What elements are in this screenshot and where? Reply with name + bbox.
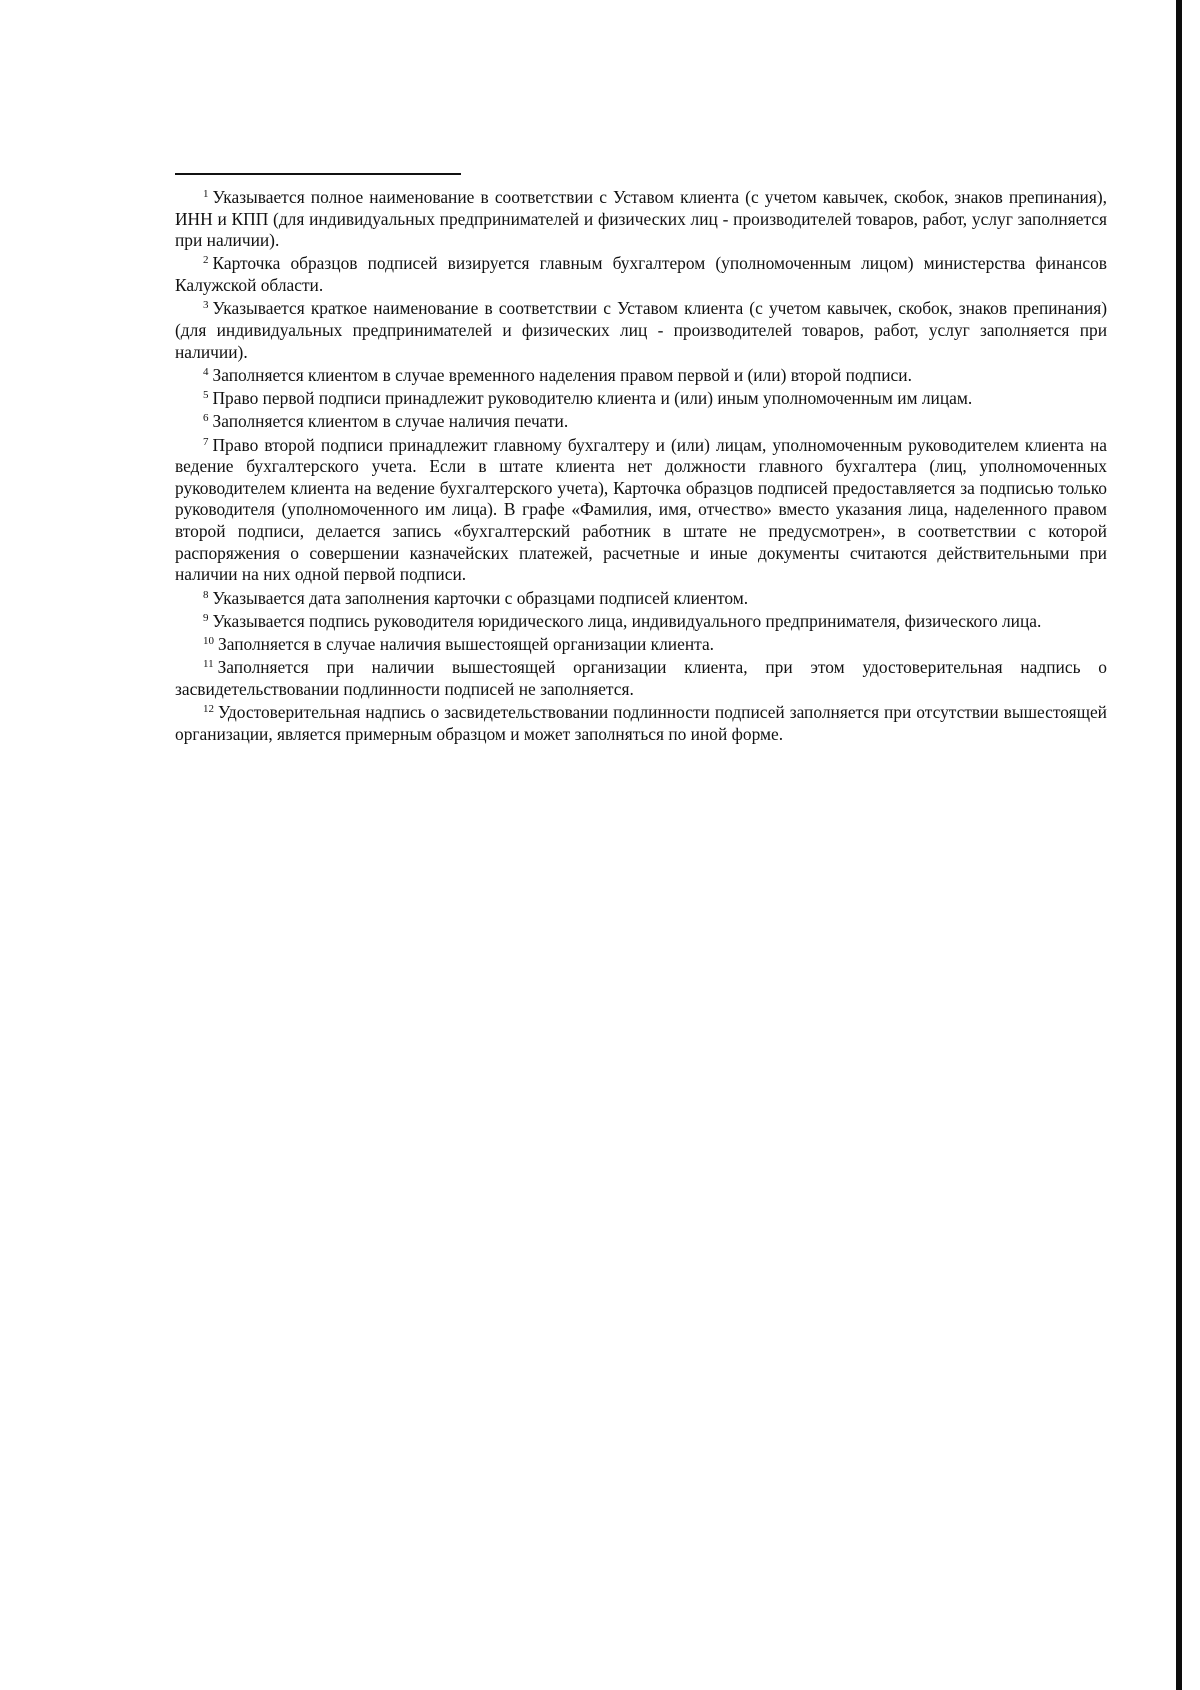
footnote-text: Право второй подписи принадлежит главному бухгалтеру и (или) лицам, уполномоченным руководителем клиента на ведение бухгалтерского учета. Если в штате клиента нет должности главного бухгалтера (лиц, уполномоченных руководителем клиента на ведение бухгалтерского учета), Карточка образцов подписей предоставляется за подписью только руководителя (уполномоченного им лица). В графе «Фамилия, имя, отчество» вместо указания лица, наделенного правом второй подписи, делается запись «бухгалтерский работник в штате не предусмотрен», в соответствии с которой распоряжения о совершении казначейских платежей, расчетные и иные документы считаются действительными при наличии на них одной первой подписи. (175, 434, 1107, 585)
footnote-text: Удостоверительная надпись о засвидетельствовании подлинности подписей заполняется при отсутствии вышестоящей организации, является примерным образцом и может заполняться по иной форме. (175, 702, 1107, 744)
footnote (175, 435, 1107, 586)
footnote (175, 365, 1107, 387)
footnote (175, 298, 1107, 363)
footnote-separator (175, 173, 461, 175)
footnote-text: Указывается подпись руководителя юридического лица, индивидуального предпринимателя, физического лица. (212, 610, 1042, 631)
footnote (175, 657, 1107, 700)
footnote-number: 5 (203, 389, 209, 402)
footnote-number: 3 (203, 299, 209, 312)
footnote-text: Заполняется при наличии вышестоящей организации клиента, при этом удостоверительная надпись о засвидетельствовании подлинности подписей не заполняется. (175, 657, 1107, 699)
footnote (175, 388, 1107, 410)
footnote (175, 588, 1107, 610)
footnote-text: Заполняется в случае наличия вышестоящей организации клиента. (218, 634, 715, 655)
footnote (175, 634, 1107, 656)
footnote (175, 187, 1107, 252)
footnote-text: Право первой подписи принадлежит руководителю клиента и (или) иным уполномоченным им лицам. (212, 388, 973, 409)
footnote-text: Указывается дата заполнения карточки с образцами подписей клиентом. (212, 587, 749, 608)
footnote-number: 1 (203, 188, 209, 200)
footnote-text: Заполняется клиентом в случае временного наделения правом первой и (или) второй подписи. (212, 364, 912, 385)
footnote-number: 7 (203, 435, 209, 448)
footnote-number: 9 (203, 611, 209, 624)
footnote (175, 611, 1107, 633)
footnote-number: 4 (203, 365, 209, 378)
footnote-text: Указывается полное наименование в соответствии с Уставом клиента (с учетом кавычек, скобок, знаков препинания), ИНН и КПП (для индивидуальных предпринимателей и физических лиц - производителей товаров, работ, услуг заполняется при наличии). (175, 187, 1107, 251)
footnote (175, 411, 1107, 433)
footnote-number: 8 (203, 588, 209, 601)
footnote-number: 6 (203, 412, 209, 425)
scan-edge-bar (1176, 0, 1182, 1690)
footnote-number: 10 (203, 635, 214, 648)
footnote-text: Заполняется клиентом в случае наличия печати. (212, 411, 569, 432)
footnote-number: 11 (203, 658, 214, 671)
footnote-number: 12 (203, 703, 214, 716)
footnote-text: Карточка образцов подписей визируется главным бухгалтером (уполномоченным лицом) министерства финансов Калужской области. (175, 253, 1107, 296)
footnote (175, 253, 1107, 296)
footnote-number: 2 (203, 254, 209, 267)
footnote-text: Указывается краткое наименование в соответствии с Уставом клиента (с учетом кавычек, скобок, знаков препинания) (для индивидуальных предпринимателей и физических лиц - производителей товаров, работ, услуг заполняется при наличии). (175, 298, 1107, 362)
footnote (175, 702, 1107, 745)
footnotes-block (175, 187, 1107, 747)
